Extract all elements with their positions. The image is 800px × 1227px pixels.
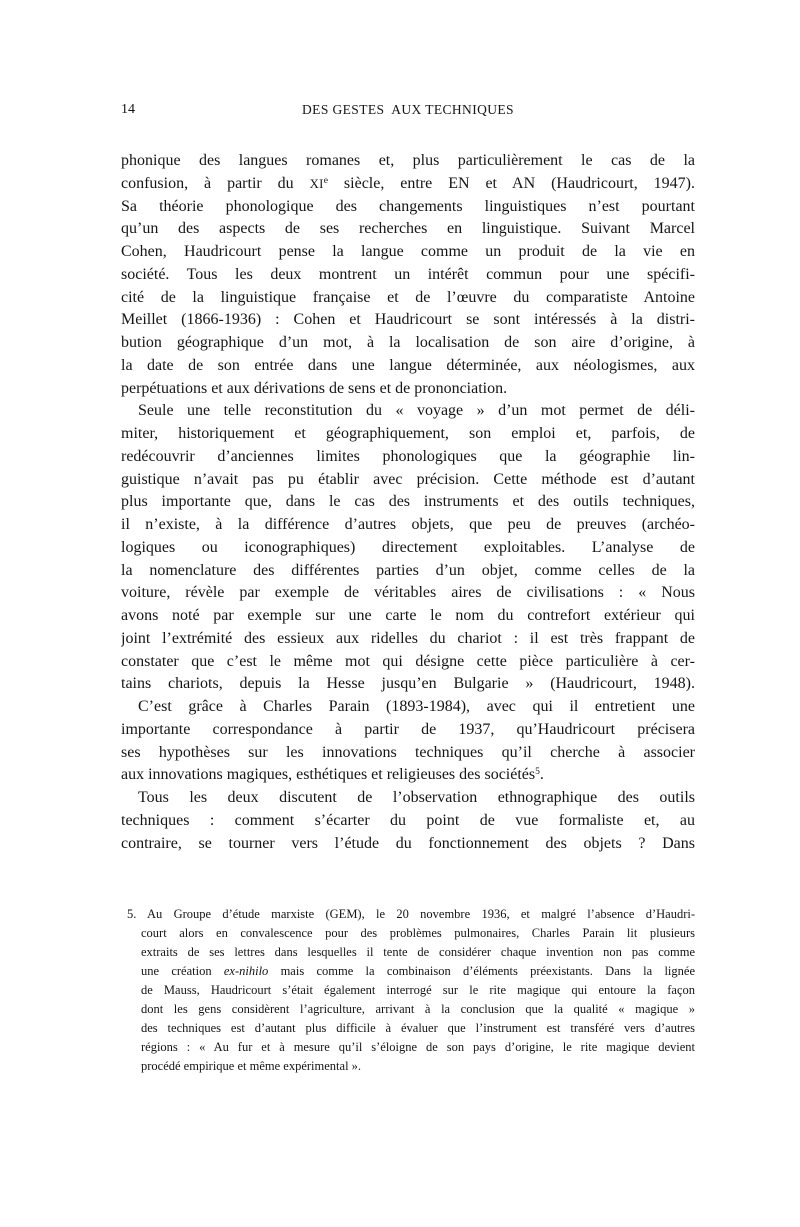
- text-line: miter, historiquement et géographiquement, son emploi et, parfois, de: [121, 425, 695, 442]
- footnote-line: 5. Au Groupe d’étude marxiste (GEM), le 20 novembre 1936, et malgré l’absence d’Haudri-: [127, 907, 695, 921]
- page-header: [121, 102, 695, 120]
- text-line: redécouvrir d’anciennes limites phonologiques que la géographie lin-: [121, 447, 695, 465]
- text-line: importante correspondance à partir de 1937, qu’Haudricourt précisera: [121, 720, 695, 738]
- page-number: 14: [121, 102, 135, 117]
- text-line: tains chariots, depuis la Hesse jusqu’en Bulgarie » (Haudricourt, 1948).: [121, 675, 695, 693]
- text-line: Tous les deux discutent de l’observation ethnographique des outils: [138, 789, 695, 806]
- text-line: Sa théorie phonologique des changements linguistiques n’est pourtant: [121, 197, 695, 215]
- text-line: techniques : comment s’écarter du point de vue formaliste et, au: [121, 811, 695, 829]
- text-line: plus importante que, dans le cas des instruments et des outils techniques,: [121, 493, 695, 511]
- paragraph: [121, 787, 695, 855]
- footnote-line: une création ex-nihilo mais comme la combinaison d’éléments préexistants. Dans la lignée: [141, 964, 695, 978]
- text-line: confusion, à partir du XIe siècle, entre EN et AN (Haudricourt, 1947).: [121, 174, 695, 192]
- text-line: voiture, révèle par exemple de véritables aires de civilisations : « Nous: [121, 584, 695, 602]
- text-line: qu’un des aspects de ses recherches en linguistique. Suivant Marcel: [121, 220, 695, 238]
- footnote-line: court alors en convalescence pour des problèmes pulmonaires, Charles Parain lit plusieurs: [141, 926, 695, 940]
- text-line: logiques ou iconographiques) directement exploitables. L’analyse de: [121, 538, 695, 556]
- text-line: perpétuations et aux dérivations de sens et de prononciation.: [121, 379, 508, 397]
- text-line: ses hypothèses sur les innovations techniques qu’il cherche à associer: [121, 743, 695, 761]
- text-line: il n’existe, à la différence d’autres objets, que peu de preuves (archéo-: [121, 516, 695, 533]
- footnote-line: dont les gens considèrent l’agriculture, arrivant à la conclusion que la qualité « magique »: [141, 1002, 695, 1016]
- text-line: cité de la linguistique française et de l’œuvre du comparatiste Antoine: [121, 288, 695, 306]
- text-line: la nomenclature des différentes parties d’un objet, comme celles de la: [121, 561, 695, 579]
- text-line: contraire, se tourner vers l’étude du fonctionnement des objets ? Dans: [121, 834, 695, 852]
- body-text: [121, 150, 695, 855]
- paragraph: [121, 400, 695, 696]
- text-line: société. Tous les deux montrent un intérêt commun pour une spécifi-: [121, 265, 695, 283]
- footnote-line: des techniques est d’autant plus difficile à évaluer que l’instrument est transféré vers d’autres: [141, 1021, 695, 1035]
- text-line: Cohen, Haudricourt pense la langue comme un produit de la vie en: [121, 243, 695, 260]
- running-title: DES GESTES AUX TECHNIQUES: [302, 102, 514, 117]
- text-line: avons noté par exemple sur une carte le nom du contrefort extérieur qui: [121, 607, 695, 624]
- text-line: aux innovations magiques, esthétiques et religieuses des sociétés$^5$.: [121, 766, 544, 784]
- text-line: bution géographique d’un mot, à la localisation de son aire d’origine, à: [121, 334, 695, 351]
- footnote-line: procédé empirique et même expérimental ».: [141, 1059, 362, 1073]
- footnote-line: régions : « Au fur et à mesure qu’il s’éloigne de son pays d’origine, le rite magique devient: [141, 1040, 695, 1054]
- text-line: la date de son entrée dans une langue déterminée, aux néologismes, aux: [121, 356, 695, 374]
- text-line: C’est grâce à Charles Parain (1893-1984), avec qui il entretient une: [138, 698, 695, 715]
- text-line: phonique des langues romanes et, plus particulièrement le cas de la: [121, 152, 695, 169]
- footnote: [127, 905, 695, 1076]
- text-line: Seule une telle reconstitution du « voyage » d’un mot permet de déli-: [138, 402, 695, 420]
- footnote-line: de Mauss, Haudricourt s’était également interrogé sur le rite magique qui entoure la façon: [141, 983, 695, 997]
- paragraph: [121, 150, 695, 400]
- text-line: constater que c’est le même mot qui désigne cette pièce particulière à cer-: [121, 652, 695, 670]
- paragraph: [121, 696, 695, 787]
- text-line: guistique n’avait pas pu établir avec précision. Cette méthode est d’autant: [121, 470, 695, 488]
- text-line: Meillet (1866-1936) : Cohen et Haudricourt se sont intéressés à la distri-: [121, 311, 695, 329]
- footnote-line: extraits de ses lettres dans lesquelles il tente de considérer chaque invention non pas comme: [141, 945, 695, 959]
- text-line: joint l’extrémité des essieux aux ridelles du chariot : il est très frappant de: [121, 629, 695, 647]
